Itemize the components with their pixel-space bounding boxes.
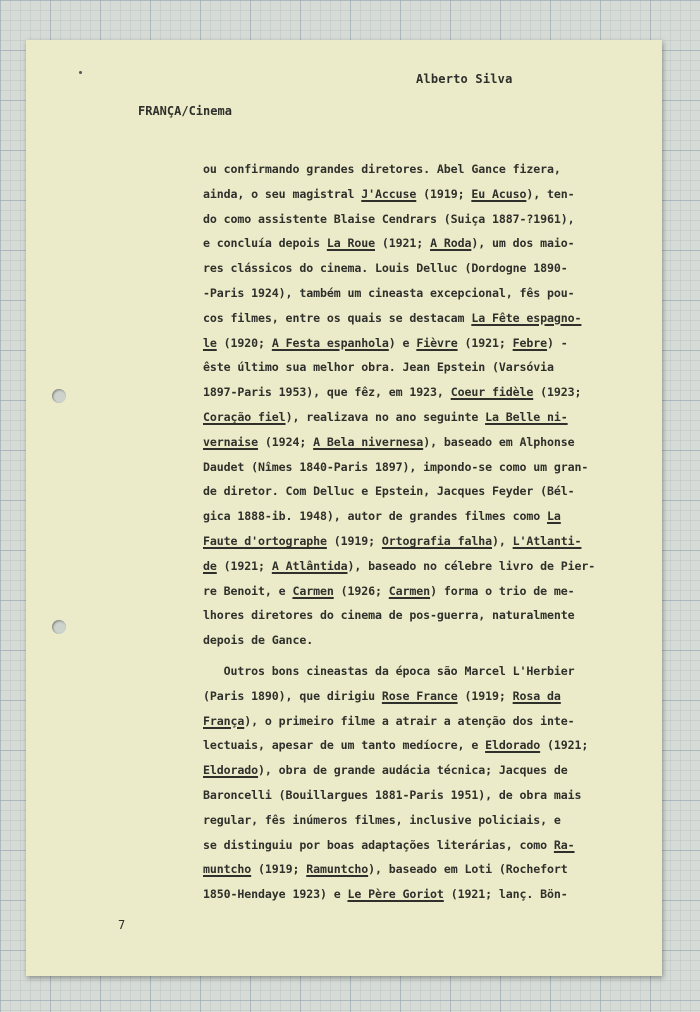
text-line (203, 405, 633, 430)
text-line (203, 628, 633, 653)
text-run: depois de Gance. (203, 633, 314, 648)
text-line (203, 603, 633, 628)
text-line (203, 504, 633, 529)
underlined-title: Ramuntcho (306, 862, 369, 877)
text-line (203, 231, 633, 256)
text-run: (1921; (375, 236, 431, 251)
text-line (203, 281, 633, 306)
text-run: Baroncelli (Bouillargues 1881-Paris 1951), de obra mais (203, 787, 582, 802)
text-line (203, 306, 633, 331)
underlined-title: Eldorado (485, 738, 541, 753)
text-run: res clássicos do cinema. Louis Delluc (Dordogne 1890- (203, 261, 568, 276)
text-run: (1919; (326, 533, 382, 548)
text-run: (1919; (457, 688, 513, 703)
underlined-title: La Fête espagno- (471, 310, 582, 325)
text-run: (1920; (216, 335, 272, 350)
underlined-title: La Roue (326, 236, 376, 251)
text-run: (1921; (457, 335, 513, 350)
underlined-title: L'Atlanti- (512, 533, 582, 548)
text-run: ), baseado no célebre livro de Pier- (347, 558, 596, 573)
text-line (203, 380, 633, 405)
text-run: ), (491, 533, 513, 548)
text-run: (1921; lanç. Bön- (443, 887, 568, 902)
text-run: regular, fês inúmeros filmes, inclusive policiais, e (203, 812, 561, 827)
underlined-title: Eldorado (203, 763, 259, 778)
page-number: 7 (118, 918, 126, 932)
underlined-title: Rose France (381, 688, 458, 703)
text-run: ), um dos maio- (471, 236, 575, 251)
text-line (203, 157, 633, 182)
text-run: ou confirmando grandes diretores. Abel Gance fizera, (203, 162, 561, 176)
text-run: ) e (388, 335, 417, 350)
underlined-title: vernaise (203, 434, 259, 449)
typewritten-page (26, 40, 662, 976)
text-run: (1926; (333, 583, 389, 598)
text-run: ainda, o seu magistral (203, 186, 362, 201)
underlined-title: Coeur fidèle (450, 385, 534, 400)
text-run: ), realizava no ano seguinte (285, 409, 486, 424)
underlined-title: A Roda (430, 236, 472, 251)
author-name: Alberto Silva (416, 72, 513, 86)
text-line (203, 430, 633, 455)
text-run: -Paris 1924), também um cineasta excepcional, fês pou- (203, 285, 575, 300)
text-line (203, 331, 633, 356)
text-line (203, 857, 633, 882)
text-line (203, 579, 633, 604)
text-line (203, 256, 633, 281)
text-run: 1850-Hendaye 1923) e (203, 887, 348, 902)
text-line (203, 808, 633, 833)
text-run: ), ten- (526, 186, 575, 201)
text-line (203, 554, 633, 579)
text-run: (1924; (258, 434, 314, 449)
underlined-title: J'Accuse (361, 186, 417, 201)
text-line (203, 529, 633, 554)
text-run: (Paris 1890), que dirigiu (203, 688, 382, 703)
underlined-title: le (203, 335, 217, 350)
punch-hole-lower (52, 620, 66, 634)
text-line (203, 758, 633, 783)
text-run: ), baseado em Alphonse (423, 434, 575, 449)
text-run: gica 1888-ib. 1948), autor de grandes filmes como (203, 509, 548, 524)
text-run: 1897-Paris 1953), que fêz, em 1923, (203, 385, 451, 400)
text-line (203, 455, 633, 480)
underlined-title: Le Père Goriot (347, 887, 444, 902)
text-run: Outros bons cineastas da época são Marcel L'Herbier (203, 663, 575, 678)
text-run: ), o primeiro filme a atrair a atenção dos inte- (244, 713, 575, 728)
text-run: e concluía depois (203, 236, 327, 251)
text-run: cos filmes, entre os quais se destacam (203, 310, 472, 325)
text-run: (1923; (533, 385, 582, 400)
punch-hole-upper (52, 389, 66, 403)
text-line (203, 659, 633, 684)
underlined-title: A Atlântida (271, 558, 348, 573)
underlined-title: França (203, 713, 245, 728)
text-run: do como assistente Blaise Cendrars (Suiça 1887-?1961), (203, 211, 575, 226)
underlined-title: A Bela nivernesa (313, 434, 424, 449)
text-run: ), obra de grande audácia técnica; Jacques de (258, 763, 568, 778)
text-run: de diretor. Com Delluc e Epstein, Jacques Feyder (Bél- (203, 484, 575, 499)
underlined-title: Coração fiel (203, 409, 286, 424)
text-line (203, 833, 633, 858)
text-run: (1921; (216, 558, 272, 573)
text-run: ), baseado em Loti (Rochefort (368, 862, 568, 877)
text-line (203, 733, 633, 758)
text-run: Daudet (Nîmes 1840-Paris 1897), impondo-se como um gran- (203, 459, 589, 474)
text-line (203, 684, 633, 709)
text-run: se distinguiu por boas adaptações literárias, como (203, 837, 554, 852)
text-run: lhores diretores do cinema de pos-guerra, naturalmente (203, 608, 575, 623)
text-line (203, 207, 633, 232)
text-line (203, 479, 633, 504)
underlined-title: Eu Acuso (471, 186, 527, 201)
text-run: ) forma o trio de me- (430, 583, 575, 598)
text-run: lectuais, apesar de um tanto medíocre, e (203, 738, 486, 753)
text-run: (1919; (416, 186, 472, 201)
ink-speck (79, 71, 82, 74)
underlined-title: A Festa espanhola (271, 335, 389, 350)
text-line (203, 355, 633, 380)
body-text (203, 157, 633, 907)
text-run: ) - (547, 335, 568, 350)
underlined-title: Ortografia falha (381, 533, 492, 548)
underlined-title: Faute d'ortographe (203, 533, 327, 548)
text-run: re Benoit, e (203, 583, 293, 598)
text-line (203, 709, 633, 734)
text-run: (1919; (251, 862, 307, 877)
underlined-title: Carmen (388, 583, 431, 598)
underlined-title: Febre (512, 335, 548, 350)
text-run: (1921; (540, 738, 589, 753)
underlined-title: La (547, 509, 561, 524)
text-line (203, 182, 633, 207)
underlined-title: Rosa da (512, 688, 561, 703)
section-header: FRANÇA/Cinema (138, 104, 232, 118)
underlined-title: La Belle ni- (485, 409, 568, 424)
underlined-title: Fièvre (416, 335, 458, 350)
text-line (203, 882, 633, 907)
underlined-title: de (203, 558, 217, 573)
underlined-title: Carmen (292, 583, 334, 598)
text-line (203, 783, 633, 808)
underlined-title: Ra- (553, 837, 575, 852)
text-run: êste último sua melhor obra. Jean Epstein (Varsóvia (203, 360, 554, 375)
underlined-title: muntcho (203, 862, 252, 877)
